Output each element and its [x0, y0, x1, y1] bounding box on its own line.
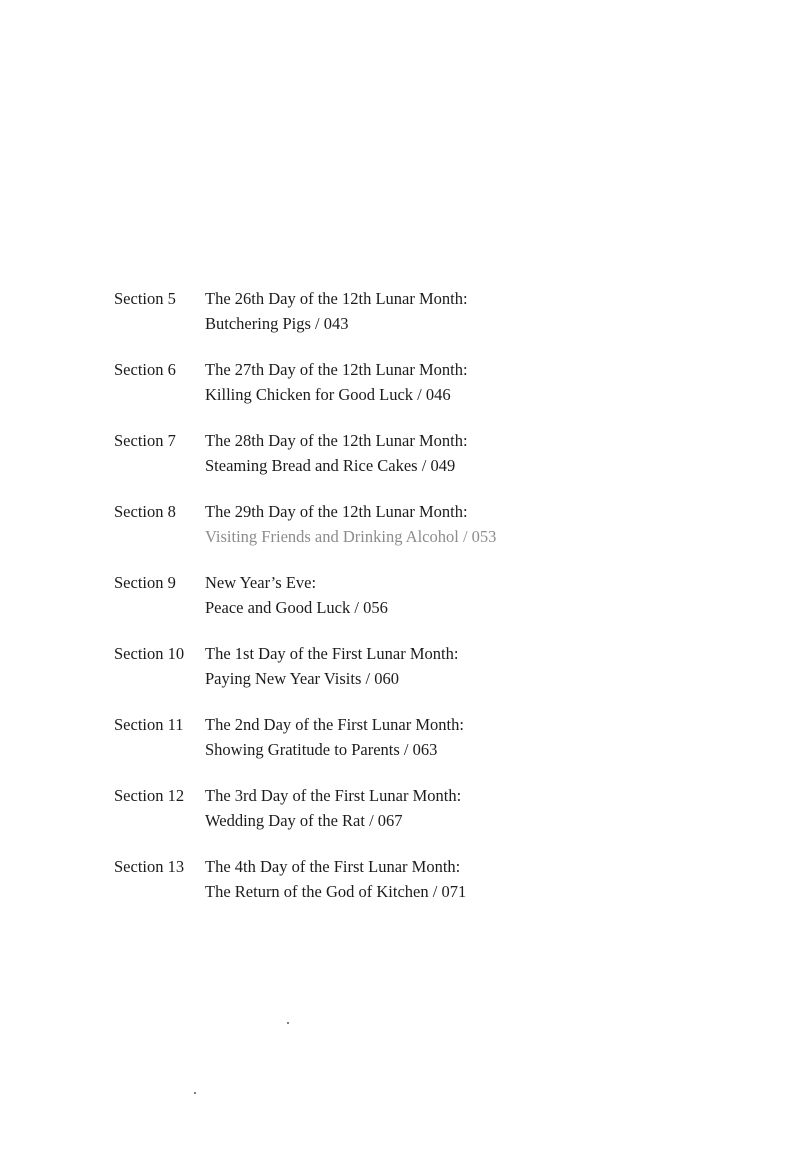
- entry-subtitle: Butchering Pigs / 043: [205, 314, 349, 333]
- toc-entry-section-9: [114, 570, 774, 641]
- table-of-contents: [114, 286, 774, 925]
- entry-subtitle: Paying New Year Visits / 060: [205, 669, 399, 688]
- section-number: Section 5: [114, 289, 176, 308]
- section-number: Section 10: [114, 644, 185, 663]
- scan-speck: [194, 1092, 196, 1094]
- toc-entry-section-6: [114, 357, 774, 428]
- entry-subtitle: Showing Gratitude to Parents / 063: [205, 740, 438, 759]
- section-number: Section 13: [114, 857, 185, 876]
- section-number: Section 12: [114, 786, 185, 805]
- entry-subtitle: Killing Chicken for Good Luck / 046: [205, 385, 451, 404]
- scan-speck: [287, 1022, 289, 1024]
- entry-title: The 3rd Day of the First Lunar Month:: [205, 786, 462, 805]
- section-number: Section 6: [114, 360, 176, 379]
- entry-subtitle: The Return of the God of Kitchen / 071: [205, 882, 467, 901]
- entry-subtitle: Steaming Bread and Rice Cakes / 049: [205, 456, 456, 475]
- entry-title: The 28th Day of the 12th Lunar Month:: [205, 431, 468, 450]
- section-number: Section 8: [114, 502, 176, 521]
- entry-title: The 1st Day of the First Lunar Month:: [205, 644, 459, 663]
- toc-entry-section-7: [114, 428, 774, 499]
- toc-entry-section-11: [114, 712, 774, 783]
- toc-entry-section-12: [114, 783, 774, 854]
- toc-entry-section-10: [114, 641, 774, 712]
- entry-title: The 4th Day of the First Lunar Month:: [205, 857, 461, 876]
- section-number: Section 9: [114, 573, 176, 592]
- toc-entry-section-13: [114, 854, 774, 925]
- entry-title: New Year’s Eve:: [205, 573, 317, 592]
- section-number: Section 11: [114, 715, 184, 734]
- entry-subtitle: Visiting Friends and Drinking Alcohol / 053: [205, 527, 497, 546]
- entry-title: The 26th Day of the 12th Lunar Month:: [205, 289, 468, 308]
- toc-entry-section-8: [114, 499, 774, 570]
- entry-title: The 29th Day of the 12th Lunar Month:: [205, 502, 468, 521]
- entry-title: The 2nd Day of the First Lunar Month:: [205, 715, 464, 734]
- toc-entry-section-5: [114, 286, 774, 357]
- entry-subtitle: Wedding Day of the Rat / 067: [205, 811, 403, 830]
- entry-subtitle: Peace and Good Luck / 056: [205, 598, 388, 617]
- entry-title: The 27th Day of the 12th Lunar Month:: [205, 360, 468, 379]
- section-number: Section 7: [114, 431, 176, 450]
